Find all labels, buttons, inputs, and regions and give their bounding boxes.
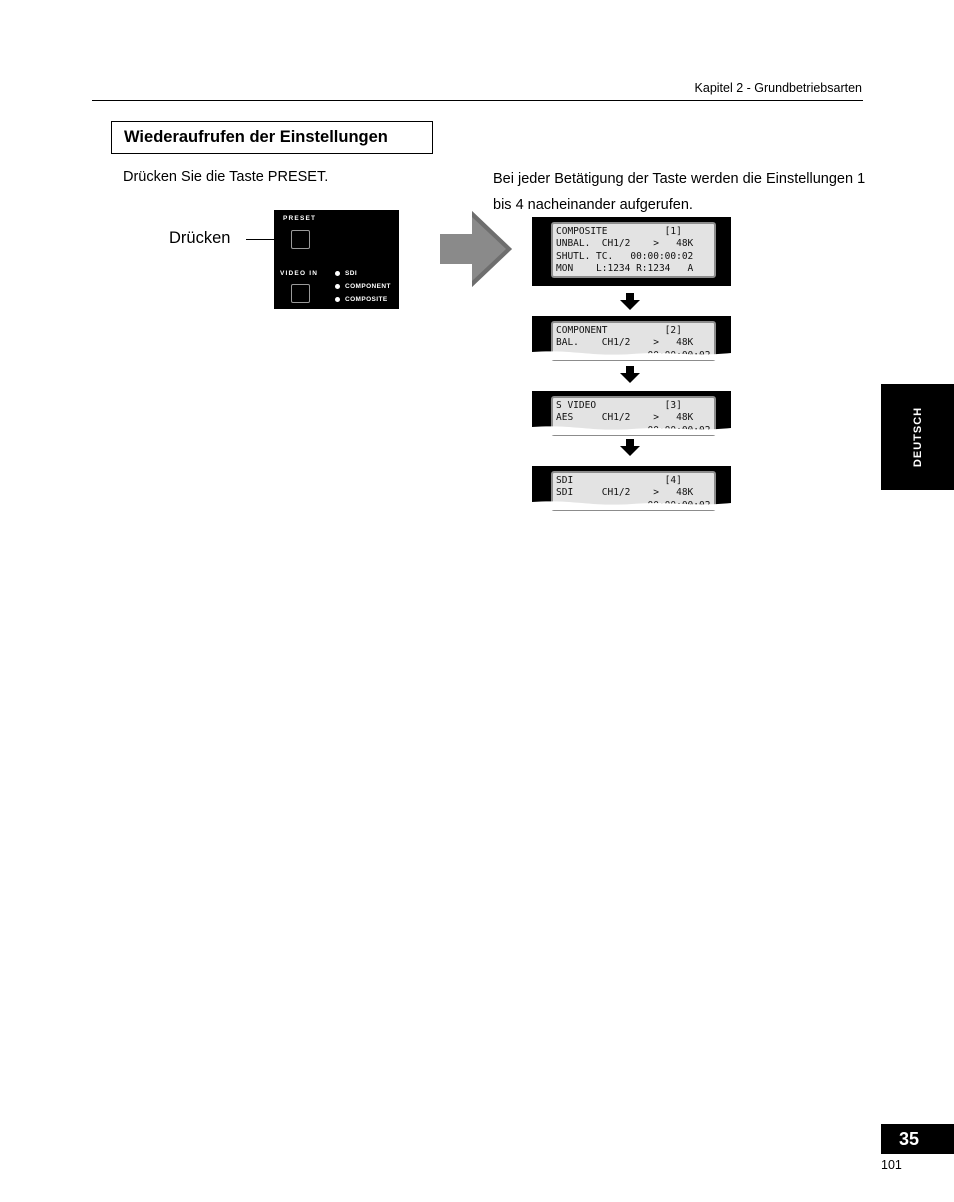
led-dot-icon [335,297,340,302]
tear-edge [532,423,731,435]
lcd-display-2 [532,316,731,360]
instruction-text: Drücken Sie die Taste PRESET. [123,169,329,185]
lcd-display-4 [532,466,731,510]
preset-button [291,230,310,249]
lcd-line: COMPOSITE [1] [556,226,682,237]
callout-label: Drücken [169,229,231,247]
lcd-line: SDI [4] [556,475,682,486]
language-tab [881,384,954,490]
preset-label: PRESET [283,215,317,222]
tear-edge [532,498,731,510]
led-indicator-composite [335,296,388,303]
lcd-line: S VIDEO [3] [556,400,682,411]
header-divider [92,100,863,101]
chapter-header: Kapitel 2 - Grundbetriebsarten [694,81,862,95]
lcd-line: SHUTL. TC. 00:00:00:02 [556,250,694,262]
led-label-composite: COMPOSITE [345,296,388,303]
down-arrow-icon [620,439,640,456]
led-dot-icon [335,284,340,289]
lcd-display-1 [532,217,731,286]
led-label-sdi: SDI [345,270,358,277]
lcd-line: SDI CH1/2 > 48K [556,487,694,499]
led-label-component: COMPONENT [345,283,391,290]
page-sub-number: 101 [881,1158,902,1172]
led-dot-icon [335,271,340,276]
note-text: Bei jeder Betätigung der Taste werden die Einstellungen 1 bis 4 nacheinander aufgerufen. [493,171,866,213]
right-arrow-icon [440,211,512,287]
lcd-line: UNBAL. CH1/2 > 48K [556,238,694,250]
lcd-screen-1 [551,222,716,278]
page-number: 35 [881,1124,954,1154]
led-indicator-component [335,283,391,290]
down-arrow-icon [620,293,640,310]
language-tab-label: DEUTSCH [911,406,924,468]
lcd-line: MON L:1234 R:1234 A [556,263,694,275]
down-arrow-icon [620,366,640,383]
video-in-label: VIDEO IN [280,270,319,277]
tear-edge [532,348,731,360]
lcd-line: BAL. CH1/2 > 48K [556,337,694,349]
lcd-line: AES CH1/2 > 48K [556,412,694,424]
lcd-display-3 [532,391,731,435]
section-title: Wiederaufrufen der Einstellungen [111,121,433,154]
front-panel-illustration [274,210,399,309]
video-in-button [291,284,310,303]
lcd-line: COMPONENT [2] [556,325,682,336]
led-indicator-sdi [335,270,357,277]
